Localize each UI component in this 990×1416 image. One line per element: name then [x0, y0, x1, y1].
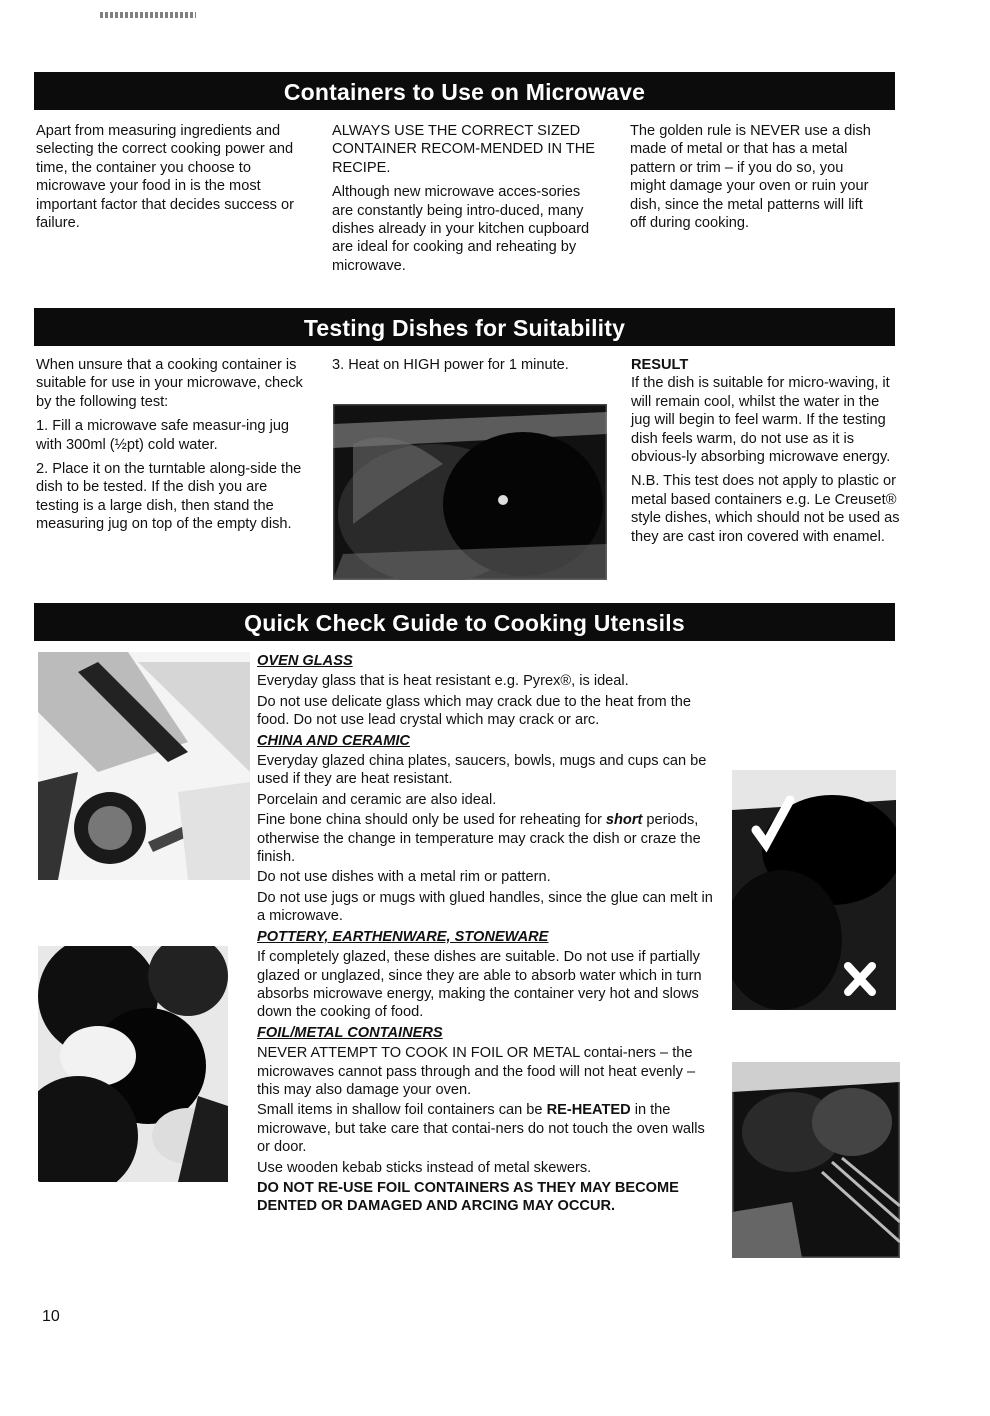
testing-column-2 — [332, 356, 600, 380]
foil-warning: DO NOT RE-USE FOIL CONTAINERS AS THEY MAY BECOME DENTED OR DAMAGED AND ARCING MAY OCCUR. — [257, 1179, 679, 1215]
section-heading-quick-check: Quick Check Guide to Cooking Utensils — [34, 603, 895, 641]
result-heading: RESULT — [631, 357, 689, 373]
quick-check-text — [257, 652, 715, 1218]
foil-text-2: Small items in shallow foil containers can be RE-HEATED in the microwave, but take care that contai-ners do not touch the oven walls or door. — [257, 1102, 705, 1156]
foil-text-3: Use wooden kebab sticks instead of metal skewers. — [257, 1159, 592, 1176]
oven-glass-heading: OVEN GLASS — [257, 653, 353, 669]
china-text-5: Do not use jugs or mugs with glued handles, since the glue can melt in a microwave. — [257, 889, 713, 925]
china-text-4: Do not use dishes with a metal rim or pattern. — [257, 869, 551, 886]
page-number: 10 — [42, 1308, 60, 1325]
containers-golden-rule-text: The golden rule is NEVER use a dish made of metal or that has a metal pattern or trim – if you do so, you might damage your oven or ruin your dish, since the metal patterns will lift off during cooking. — [630, 123, 871, 232]
testing-intro-text: When unsure that a cooking container is suitable for use in your microwave, check by the following test: — [36, 357, 303, 410]
section-heading-testing: Testing Dishes for Suitability — [34, 308, 895, 346]
pottery-photo — [38, 946, 228, 1182]
result-text: If the dish is suitable for micro-waving, it will remain cool, whilst the water in the jug will begin to feel warm. If the testing dish feels warm, do not use as it is obvious-ly absorbing microwave energy. — [631, 375, 891, 466]
testing-step-1: 1. Fill a microwave safe measur-ing jug with 300ml (½pt) cold water. — [36, 418, 290, 453]
containers-always-text: ALWAYS USE THE CORRECT SIZED CONTAINER RECOM-MENDED IN THE RECIPE. — [332, 123, 595, 176]
dish-test-photo — [333, 404, 607, 580]
china-check-photo — [732, 770, 896, 1010]
china-text-3: Fine bone china should only be used for reheating for short periods, otherwise the change in temperature may crack the dish or craze the finish. — [257, 812, 701, 866]
nb-text: N.B. This test does not apply to plastic or metal based containers e.g. Le Creuset® style dishes, which should not be used as they are cast iron covered with enamel. — [631, 473, 900, 545]
china-heading: CHINA AND CERAMIC — [257, 732, 410, 749]
oven-glass-photo — [38, 652, 250, 880]
oven-glass-text-1: Everyday glass that is heat resistant e.g. Pyrex®, is ideal. — [257, 673, 629, 690]
china-text-2: Porcelain and ceramic are also ideal. — [257, 791, 497, 808]
foil-heading: FOIL/METAL CONTAINERS — [257, 1024, 443, 1041]
testing-column-1 — [36, 356, 308, 540]
foil-metal-photo — [732, 1062, 900, 1258]
containers-intro-text: Apart from measuring ingredients and selecting the correct cooking power and time, the container you choose to microwave your food in is the most important factor that decides success or failure. — [36, 123, 294, 232]
containers-column-1 — [36, 122, 296, 238]
section-heading-containers: Containers to Use on Microwave — [34, 72, 895, 110]
pottery-heading: POTTERY, EARTHENWARE, STONEWARE — [257, 928, 549, 945]
containers-column-2 — [332, 122, 600, 281]
foil-text-1: NEVER ATTEMPT TO COOK IN FOIL OR METAL contai-ners – the microwaves cannot pass through and the food will not heat evenly – this may also damage your oven. — [257, 1045, 696, 1098]
pottery-text-1: If completely glazed, these dishes are suitable. Do not use if partially glazed or unglazed, since they are able to absorb water which in turn absorbs microwave energy, making the container very hot and slows down the cooking of food. — [257, 949, 702, 1021]
testing-step-2: 2. Place it on the turntable along-side the dish to be tested. If the dish you are testing is a large dish, then stand the measuring jug on top of the empty dish. — [36, 461, 302, 533]
testing-step-3: 3. Heat on HIGH power for 1 minute. — [332, 357, 569, 373]
containers-accessories-text: Although new microwave acces-sories are constantly being intro-duced, many dishes already in your kitchen cupboard are ideal for cooking and reheating by microwave. — [332, 184, 590, 274]
testing-column-3 — [631, 356, 901, 552]
containers-column-3 — [630, 122, 880, 238]
scan-mark — [100, 12, 196, 18]
oven-glass-text-2: Do not use delicate glass which may crack due to the heat from the food. Do not use lead crystal which may crack or arc. — [257, 693, 691, 729]
china-text-1: Everyday glazed china plates, saucers, bowls, mugs and cups can be used if they are heat resistant. — [257, 753, 707, 788]
